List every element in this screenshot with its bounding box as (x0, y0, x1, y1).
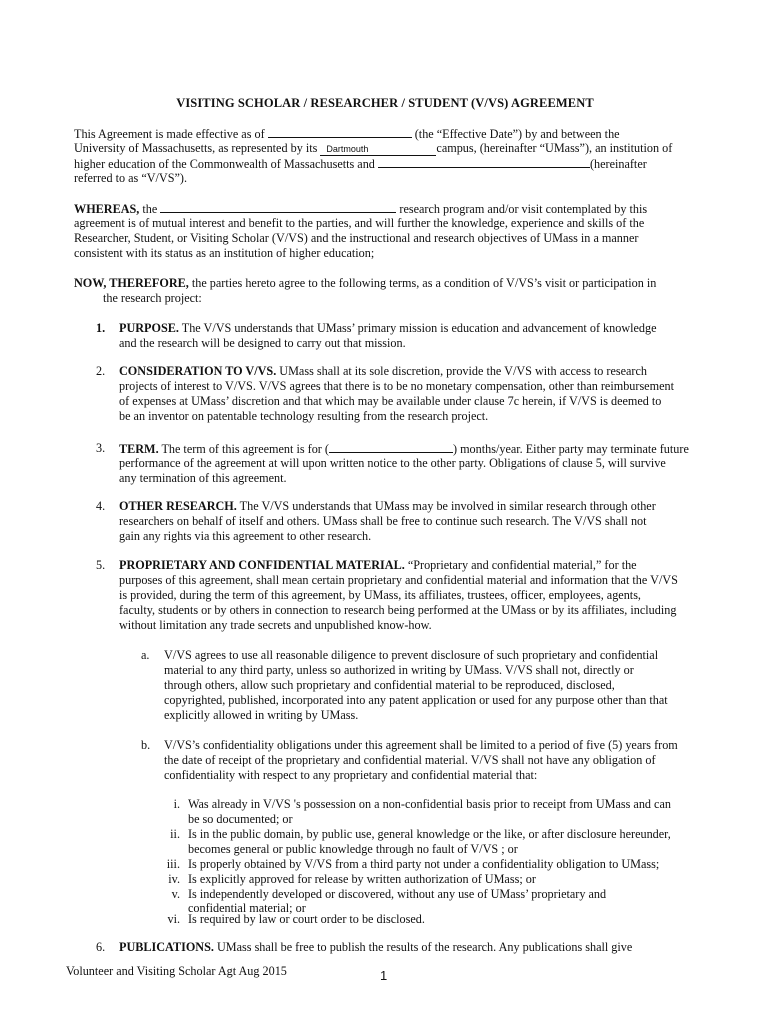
intro-text: (hereinafter (589, 157, 647, 171)
item-ii-number: ii. (170, 827, 180, 841)
intro-line-1 (74, 126, 620, 142)
whereas-line-4: consistent with its status as an institution of higher education; (74, 246, 375, 260)
item-v-line-1: Is independently developed or discovered, without any use of UMass’ proprietary and (188, 887, 607, 901)
section-2-text: UMass shall at its sole discretion, provide the V/VS with access to research (279, 364, 647, 378)
research-program-field[interactable] (160, 201, 396, 213)
section-3-line-2: performance of the agreement at will upon written notice to the other party. Obligations of clause 5, will survive (119, 456, 666, 470)
intro-text: This Agreement is made effective as of (74, 127, 265, 141)
section-2-line-4: be an inventor on patentable technology resulting from the research project. (119, 409, 489, 423)
section-6-number: 6. (96, 940, 106, 954)
item-i-number: i. (173, 797, 180, 811)
section-5-line-1 (119, 558, 637, 573)
section-2-heading: CONSIDERATION TO V/VS. (119, 364, 277, 378)
section-5-text: “Proprietary and confidential material,” for the (407, 558, 637, 572)
intro-line-2 (74, 141, 672, 156)
section-6-line-1 (119, 940, 632, 955)
intro-line-4: referred to as “V/VS”). (74, 171, 188, 185)
section-4-line-1 (119, 499, 656, 514)
clause-5a-line-5: explicitly allowed in writing by UMass. (164, 708, 359, 722)
clause-5a-label: a. (141, 648, 150, 662)
clause-5a-line-3: through others, allow such proprietary and confidential material to be reproduced, disclosed, (164, 678, 615, 692)
vvs-name-field[interactable] (378, 156, 590, 168)
section-3-heading: TERM. (119, 442, 159, 456)
now-line-2: the research project: (103, 291, 202, 305)
section-4-heading: OTHER RESEARCH. (119, 499, 237, 513)
intro-text: higher education of the Commonwealth of Massachusetts and (74, 157, 375, 171)
page-number: 1 (380, 968, 388, 983)
item-vi-line-1: Is required by law or court order to be disclosed. (188, 912, 425, 926)
item-iii-number: iii. (166, 857, 180, 871)
section-5-heading: PROPRIETARY AND CONFIDENTIAL MATERIAL. (119, 558, 405, 572)
section-3-text: ) months/year. Either party may terminate future (452, 442, 689, 456)
effective-date-field[interactable] (268, 126, 412, 138)
item-i-line-1: Was already in V/VS 's possession on a non-confidential basis prior to receipt from UMass and can (188, 797, 671, 811)
section-4-line-3: gain any rights via this agreement to other research. (119, 529, 372, 543)
section-2-line-2: projects of interest to V/VS. V/VS agrees that there is to be no monetary compensation, other than reimbursement (119, 379, 674, 393)
whereas-line-2: agreement is of mutual interest and benefit to the parties, and will further the knowledge, experience and skills of the (74, 216, 645, 230)
section-5-line-2: purposes of this agreement, shall mean certain proprietary and confidential material and information that the V/VS (119, 573, 678, 587)
section-2-line-3: of expenses at UMass’ discretion and that which may be available under clause 7c herein, if V/VS is deemed to (119, 394, 662, 408)
section-4-number: 4. (96, 499, 106, 513)
clause-5a-line-2: material to any third party, unless so authorized in writing by UMass. V/VS shall not, directly or (164, 663, 634, 677)
document-title: VISITING SCHOLAR / RESEARCHER / STUDENT (V/VS) AGREEMENT (176, 96, 594, 110)
section-6-heading: PUBLICATIONS. (119, 940, 214, 954)
now-heading: NOW, THEREFORE, (74, 276, 189, 290)
clause-5a-line-1: V/VS agrees to use all reasonable diligence to prevent disclosure of such proprietary and confidential (164, 648, 659, 662)
whereas-heading: WHEREAS, (74, 202, 140, 216)
campus-field[interactable]: Dartmouth (320, 144, 436, 156)
section-3-line-1 (119, 441, 689, 457)
section-3-line-3: any termination of this agreement. (119, 471, 287, 485)
whereas-text: research program and/or visit contemplated by this (399, 202, 648, 216)
clause-5b-line-2: the date of receipt of the proprietary and confidential material. V/VS shall not have any obligation of (164, 753, 656, 767)
item-i-line-2: be so documented; or (188, 812, 293, 826)
whereas-text: the (142, 202, 158, 216)
clause-5b-line-3: confidentiality with respect to any proprietary and confidential material that: (164, 768, 538, 782)
clause-5b-label: b. (141, 738, 151, 752)
section-1-number: 1. (96, 321, 106, 335)
item-vi-number: vi. (167, 912, 180, 926)
section-1-heading: PURPOSE. (119, 321, 179, 335)
section-4-line-2: researchers on behalf of itself and others. UMass shall be free to continue such research. The V/VS shall not (119, 514, 647, 528)
section-5-line-5: without limitation any trade secrets and unpublished know-how. (119, 618, 432, 632)
now-line-1 (74, 276, 656, 291)
clause-5a-line-4: copyrighted, published, incorporated into any patent application or used for any purpose other than that (164, 693, 668, 707)
section-1-line-1 (119, 321, 657, 336)
section-5-line-4: faculty, students or by others in connection to research being performed at the UMass or by its affiliates, including (119, 603, 677, 617)
item-iv-number: iv. (168, 872, 180, 886)
intro-text: campus, (hereinafter “UMass”), an institution of (436, 141, 673, 155)
section-2-line-1 (119, 364, 647, 379)
section-3-number: 3. (96, 441, 106, 455)
section-1-line-2: and the research will be designed to carry out that mission. (119, 336, 406, 350)
term-length-field[interactable] (329, 441, 453, 453)
intro-text: (the “Effective Date”) by and between the (414, 127, 620, 141)
intro-text: University of Massachusetts, as represented by its (74, 141, 318, 155)
item-v-line-2: confidential material; or (188, 901, 306, 915)
item-iv-line-1: Is explicitly approved for release by written authorization of UMass; or (188, 872, 536, 886)
item-v-number: v. (171, 887, 180, 901)
section-5-number: 5. (96, 558, 106, 572)
section-3-text: The term of this agreement is for ( (161, 442, 329, 456)
clause-5b-line-1: V/VS’s confidentiality obligations under this agreement shall be limited to a period of five (5) years from (164, 738, 678, 752)
section-2-number: 2. (96, 364, 106, 378)
item-ii-line-2: becomes general or public knowledge through no fault of V/VS ; or (188, 842, 518, 856)
whereas-line-3: Researcher, Student, or Visiting Scholar (V/VS) and the instructional and research objectives of UMass in a manner (74, 231, 639, 245)
whereas-line-1 (74, 201, 647, 217)
section-5-line-3: is provided, during the term of this agreement, by UMass, its affiliates, trustees, officer, employees, agents, (119, 588, 641, 602)
footer-text: Volunteer and Visiting Scholar Agt Aug 2015 (66, 964, 287, 978)
item-ii-line-1: Is in the public domain, by public use, general knowledge or the like, or after disclosure hereunder, (188, 827, 671, 841)
section-4-text: The V/VS understands that UMass may be involved in similar research through other (239, 499, 656, 513)
now-text: the parties hereto agree to the following terms, as a condition of V/VS’s visit or participation in (191, 276, 657, 290)
section-1-text: The V/VS understands that UMass’ primary mission is education and advancement of knowledge (181, 321, 657, 335)
item-iii-line-1: Is properly obtained by V/VS from a third party not under a confidentiality obligation to UMass; (188, 857, 660, 871)
intro-line-3 (74, 156, 647, 172)
section-6-text: UMass shall be free to publish the results of the research. Any publications shall give (216, 940, 633, 954)
